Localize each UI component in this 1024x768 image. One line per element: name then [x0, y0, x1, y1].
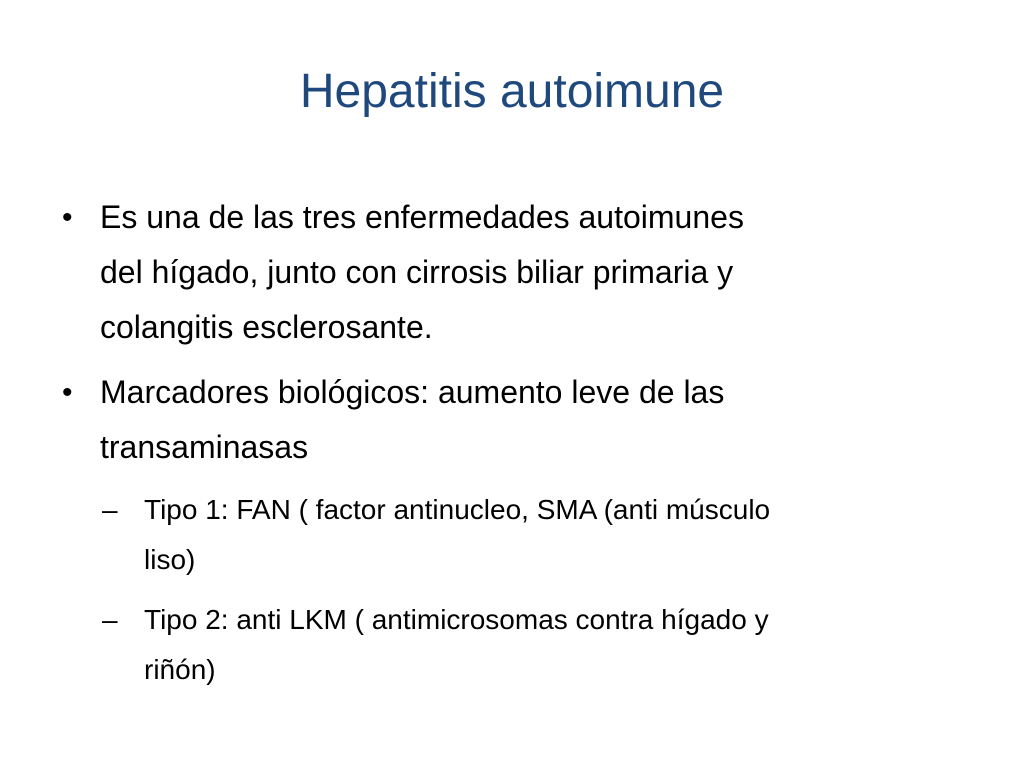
sub-bullet-text-line: Tipo 2: anti LKM ( antimicrosomas contra hígado y: [144, 604, 769, 635]
sub-bullet-text-line: liso): [144, 544, 196, 575]
slide-body: [62, 190, 982, 705]
bullet-marker: •: [62, 201, 73, 234]
bullet-item: [62, 365, 960, 475]
bullet-text-line: colangitis esclerosante.: [100, 309, 433, 345]
sub-bullet-text-line: riñón): [144, 654, 216, 685]
bullet-text-line: Marcadores biológicos: aumento leve de las: [100, 374, 725, 410]
sub-bullet-text-line: Tipo 1: FAN ( factor antinucleo, SMA (anti músculo: [144, 494, 771, 525]
bullet-item: [62, 190, 960, 355]
bullet-marker: •: [62, 376, 73, 409]
bullet-text-line: transaminasas: [100, 429, 309, 465]
sub-bullet-item: [62, 485, 964, 585]
sub-bullet-marker: –: [102, 494, 118, 525]
bullet-text-line: Es una de las tres enfermedades autoimunes: [100, 199, 744, 235]
sub-bullet-item: [62, 595, 964, 695]
bullet-text-line: del hígado, junto con cirrosis biliar primaria y: [100, 254, 734, 290]
slide-title: Hepatitis autoimune: [299, 65, 725, 118]
sub-bullet-marker: –: [102, 604, 118, 635]
